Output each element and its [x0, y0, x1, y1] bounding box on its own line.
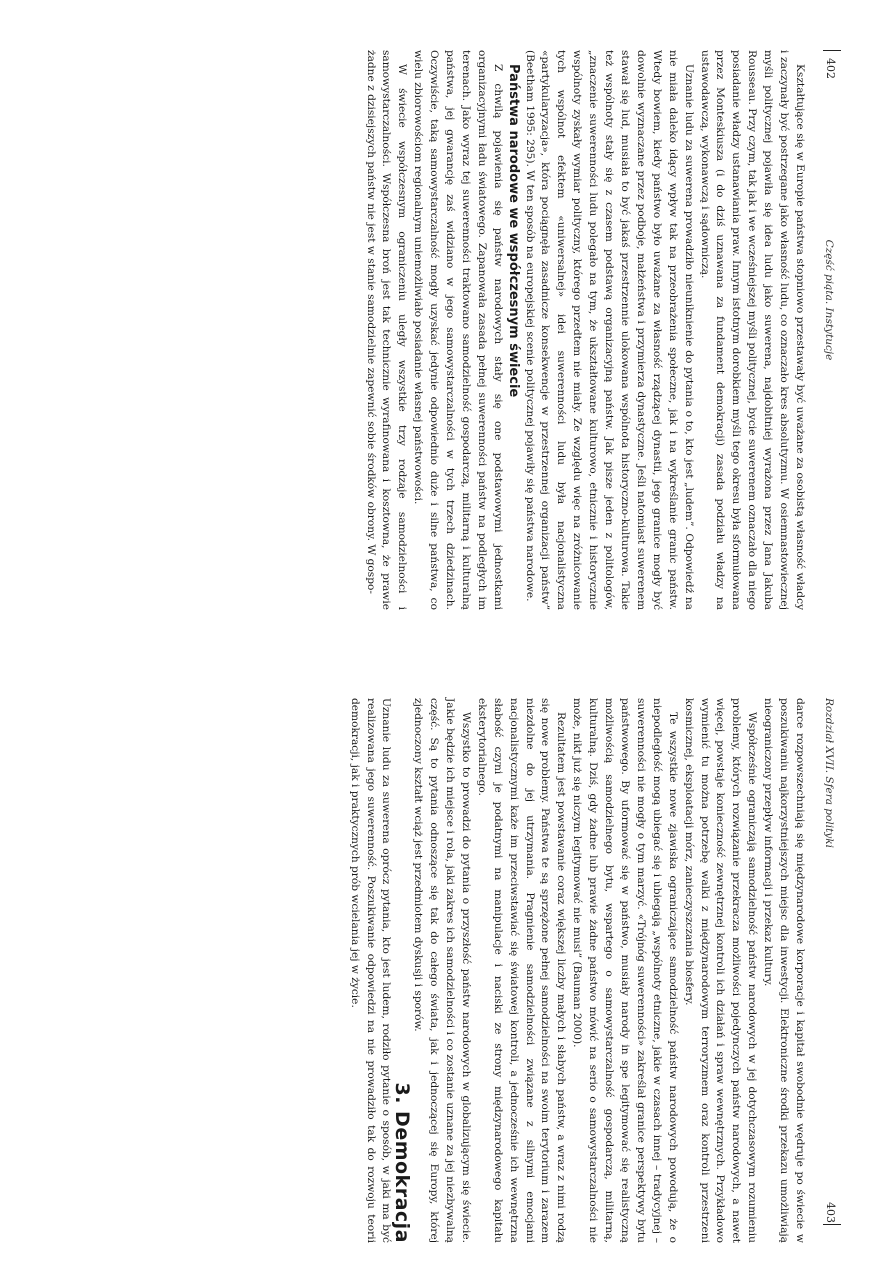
paragraph: Rezultatem jest powstawanie coraz większej liczby małych i słabych państw, a wraz z nimi rodzą się nowe problemy. Państwa te są sprzężone pełnej samodzielności na swoim terytorium i zarazem niezdolne do jej utrzymania. Pragnienie samodzielności związane z silnymi emocjami nacjonalistycznymi każe im przeciwstawiać się światowej kontroli, a jednocześnie ich wewnętrzna słabość czyni je podatnymi na manipulacje i naciski ze strony międzynarodowego kapitału eksterytorialnego. — [475, 698, 568, 1243]
paragraph: Uznanie ludu za suwerena prowadziło nieuniknienie do pytania o to, kto jest „ludem”. Odpowiedź na nie miała daleko idący wpływ tak na przeobrażenia społeczne, jak i na wykreślanie granic państw. Wtedy bowiem, kiedy państwo było uważane za własność rządzącej dynastii, jego granice mogły być dowolnie wyznaczane przez podboje, małżeństwa i przymierza dynastyczne. Jeśli natomiast suwerenem stawał się lud, musiała to być jakaś przestrzennie ulokowana wspólnota historyczno-kulturowa. Takie też wspólnoty stały się z czasem podstawą organizacyjną państw. Jak pisze jeden z politologów, „znaczenie suwerenności ludu polegało na tym, że ukształtowane kulturowo, etnicznie i historycznie wspólnoty zyskały wymiar polityczny, którego przedtem nie miały. Ze względu więc na zróżnicowanie tych wspólnot efektem «uniwersalnej» idei suwerenności ludu była nacjonalistyczna «partykularyzacja», która pociągnęła zasadnicze konsekwencje w przestrzennej organizacji państw” (Beetham 1995: 295). W ten sposób na europejskiej scenie politycznej pojawiły się państwa narodowe. — [523, 50, 695, 610]
paragraph: Kształtujące się w Europie państwa stopniowo przestawały być uważane za osobistą własność władcy i zaczynały być postrzegane jako własność ludu, co oznaczało kres absolutyzmu. W osiemnastowiecznej myśli politycznej pojawiła się idea ludu jako suwerena, najdobitniej wyrażona przez Jana Jakuba Rousseau. Przy czym, tak jak i we wcześniejszej myśli politycznej, bycie suwerenem oznaczało dla niego posiadanie władzy ustanawiania praw. Innym istotnym dorobkiem myśli tego okresu była sformułowana przez Monteskiusza (i do dziś uznawana za fundament demokracji) zasada podziału władzy na ustawodawczą, wykonawczą i sądowniczą. — [698, 50, 806, 610]
right-page — [0, 630, 893, 1263]
left-text-block — [362, 50, 807, 610]
section-title: Państwa narodowe we współczesnym świecie — [505, 64, 521, 398]
paragraph: darce rozpowszechniają się międzynarodowe korporacje i kapitał swobodnie wędruje po świecie w poszukiwaniu najkorzystniejszych miejsc dla inwestycji. Elektroniczne środki przekazu umożliwiają nieograniczony przepływ informacji i przekaz kultury. — [762, 698, 806, 1243]
right-text-block — [346, 698, 807, 1243]
running-head: Rozdział XVII. Sfera polityki — [823, 698, 835, 848]
chapter-title: 3. Demokracja — [391, 1082, 414, 1243]
page-number: 403 — [824, 1202, 837, 1223]
page-number: 402 — [824, 58, 837, 79]
paragraph: Te wszystkie nowe zjawiska ograniczające samodzielność państw narodowych powodują, że o niepodległość mogą ubiegać się i ubiegają „wspólnoty etniczne, jakie w czasach innej – tradycyjnej – suwerenności nie mogły o tym marzyć. «Trójnóg suwerenności» zakreślał granice perspektywy bytu państwowego. By uformować się w państwo, musiały narody in spe legitymować się realistyczną możliwością samodzielnego bytu, wspartego o samowystarczalność gospodarczą, militarną, kulturalną. Dziś, gdy żadne lub prawie żadne państwo mówić na serio o samowystarczalności nie może, nikt już się niczym legitymować nie musi” (Bauman 2000). — [571, 698, 679, 1243]
page-number-rule — [823, 1224, 841, 1225]
left-page — [0, 0, 893, 630]
paragraph: Współcześnie ograniczają samodzielność państw narodowych w jej dotychczasowym rozumieniu problemy, których rozwiązanie przekracza możliwości pojedynczych państw narodowych, a nawet więcej, powstaje konieczność zewnętrznej kontroli ich działań i spraw wewnętrznych. Przykładowo wymienić tu można potrzebę walki z międzynarodowym terroryzmem oraz kontroli przestrzeni kosmicznej, eksploatacji mórz, zanieczyszczania biosfery. — [682, 698, 759, 1243]
paragraph: W świecie współczesnym ograniczeniu uległy wszystkie trzy rodzaje samodzielności i samowystarczalności. Współczesna broń jest tak technicznie wyrafinowana i kosztowna, że prawie żadne z dzisiejszych państw nie jest w stanie samodzielnie zapewnić sobie środków obrony. W gospo- — [364, 50, 409, 610]
running-head: Część piąta. Instytucje — [823, 239, 835, 361]
paragraph: Uznanie ludu za suwerena oprócz pytania, kto jest ludem, rodziło pytanie o sposób, w jaki ma być realizowana jego suwerenność. Poszukiwanie odpowiedzi na nie prowadziło tak do rozwoju teorii demokracji, jak i praktycznych prób wcielania jej w życie. — [348, 698, 393, 1243]
paragraph: Wszystko to prowadzi do pytania o przyszłość państw narodowych w globalizującym się świecie. Jakie będzie ich miejsce i rola, jaki zakres ich samodzielności i co zostanie uznane za jej niezbywalną część. Są to pytania odnoszące się tak do całego świata, jak i jednoczącej się Europy, której zjednoczony kształt wciąż jest przedmiotem dyskusji i sporów. — [412, 698, 472, 1243]
paragraph: Z chwilą pojawienia się państw narodowych stały się one podstawowymi jednostkami organizacyjnymi ładu światowego. Zapanowała zasada pełnej suwerenności państw na podległych im terenach. Jako wyraz tej suwerenności traktowano samodzielność gospodarczą, militarną i kulturalną państwa, jej gwarancję zaś widziano w jego samowystarczalności w tych trzech dziedzinach. Oczywiście, taką samowystarczalność mogły uzyskać jedynie odpowiednio duże i silne państwa, co wielu zbiorowościom regionalnym uniemożliwiało posiadanie własnej państwowości. — [412, 50, 504, 610]
